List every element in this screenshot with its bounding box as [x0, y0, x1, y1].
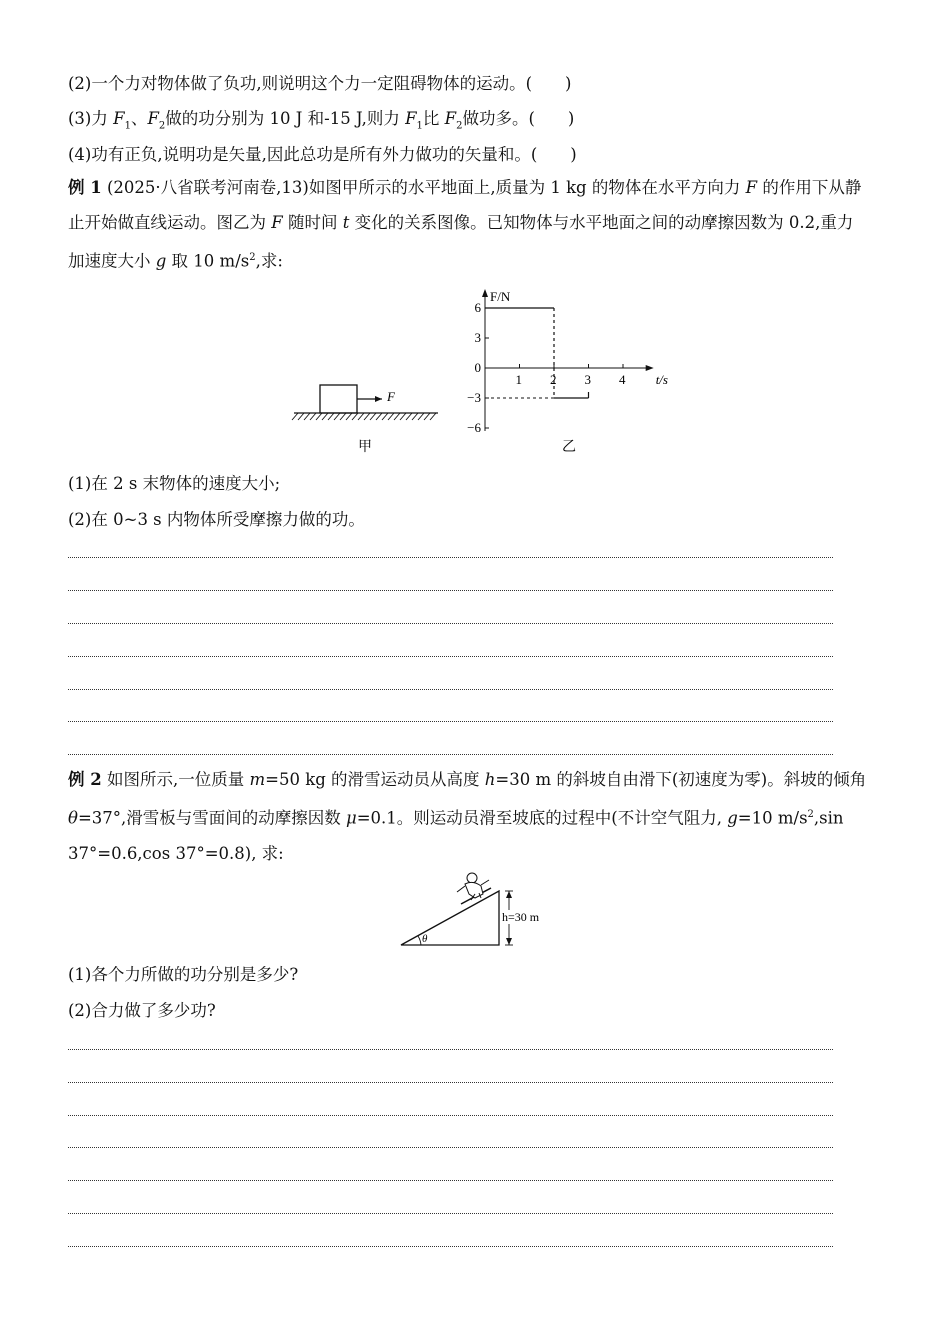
- answer-line[interactable]: [68, 1246, 833, 1247]
- answer-line[interactable]: [68, 623, 833, 624]
- figure-yi-chart: [455, 278, 668, 458]
- ground-hatch: [292, 413, 436, 420]
- slope-triangle: [401, 891, 499, 945]
- answer-line[interactable]: [68, 689, 833, 690]
- height-label: h=30 m: [502, 910, 540, 924]
- figure-yi-label: 乙: [562, 440, 576, 455]
- answer-line[interactable]: [68, 721, 833, 722]
- answer-line[interactable]: [68, 1082, 833, 1083]
- x-axis-label: t/s: [655, 372, 668, 387]
- block: [320, 385, 357, 413]
- answer-line[interactable]: [68, 1049, 833, 1050]
- y-tick-label: 3: [474, 330, 481, 345]
- example-2-label: 例 2: [68, 770, 102, 789]
- answer-line[interactable]: [68, 557, 833, 558]
- x-axis-arrow: [646, 365, 654, 371]
- example-1-stem: 例 1 (2025·八省联考河南卷,13)如图甲所示的水平地面上,质量为 1 kg 的物体在水平方向力 F 的作用下从静止开始做直线运动。图乙为 F 随时间 t 变化的关系图像。已知物体与水平地面之间的动摩擦因数为 0.2,重力加速度大小 g 取 10 $m/s^2$,求:: [68, 178, 862, 271]
- example-2-sub-2: (2)合力做了多少功?: [68, 1001, 216, 1020]
- figure-slope: [395, 868, 565, 950]
- x-tick-label: 3: [584, 372, 591, 387]
- question-3: (3)力 $F_1$、$F_2$做的功分别为 10 J 和-15 J,则力 $F_1$比 $F_2$做功多。( ): [68, 109, 575, 132]
- answer-line[interactable]: [68, 590, 833, 591]
- answer-line[interactable]: [68, 1115, 833, 1116]
- y-axis-arrow: [482, 289, 488, 297]
- answer-line[interactable]: [68, 656, 833, 657]
- y-tick-label: 0: [474, 360, 481, 375]
- y-tick-label: −6: [467, 420, 481, 435]
- answer-line[interactable]: [68, 1147, 833, 1148]
- force-label: F: [387, 389, 395, 404]
- answer-line[interactable]: [68, 1213, 833, 1214]
- example-1-sub-2: (2)在 0~3 s 内物体所受摩擦力做的功。: [68, 510, 365, 529]
- example-2-stem: 例 2 如图所示,一位质量 m=50 kg 的滑雪运动员从高度 h=30 m 的斜坡自由滑下(初速度为零)。斜坡的倾角 θ=37°,滑雪板与雪面间的动摩擦因数 μ=0.1。则运动员滑至坡底的过程中(不计空气阻力, g=10 $m/s^2,\sin$ 37°=0.6,cos 37°=0.8), 求:: [68, 770, 867, 863]
- y-tick-label: 6: [474, 300, 481, 315]
- example-1-label: 例 1: [68, 178, 102, 197]
- x-tick-label: 1: [515, 372, 522, 387]
- y-axis-label: F/N: [490, 289, 511, 304]
- figure-jia-label: 甲: [358, 440, 372, 455]
- answer-line[interactable]: [68, 1180, 833, 1181]
- example-1-sub-1: (1)在 2 s 末物体的速度大小;: [68, 474, 281, 493]
- question-2: (2)一个力对物体做了负功,则说明这个力一定阻碍物体的运动。( ): [68, 74, 572, 93]
- y-tick-label: −3: [467, 390, 481, 405]
- question-4: (4)功有正负,说明功是矢量,因此总功是所有外力做功的矢量和。( ): [68, 145, 577, 164]
- theta-label: θ: [422, 933, 428, 945]
- x-tick-label: 2: [550, 372, 557, 387]
- x-tick-label: 4: [619, 372, 626, 387]
- figure-jia: [290, 375, 450, 460]
- example-2-sub-1: (1)各个力所做的功分别是多少?: [68, 965, 299, 984]
- answer-line[interactable]: [68, 754, 833, 755]
